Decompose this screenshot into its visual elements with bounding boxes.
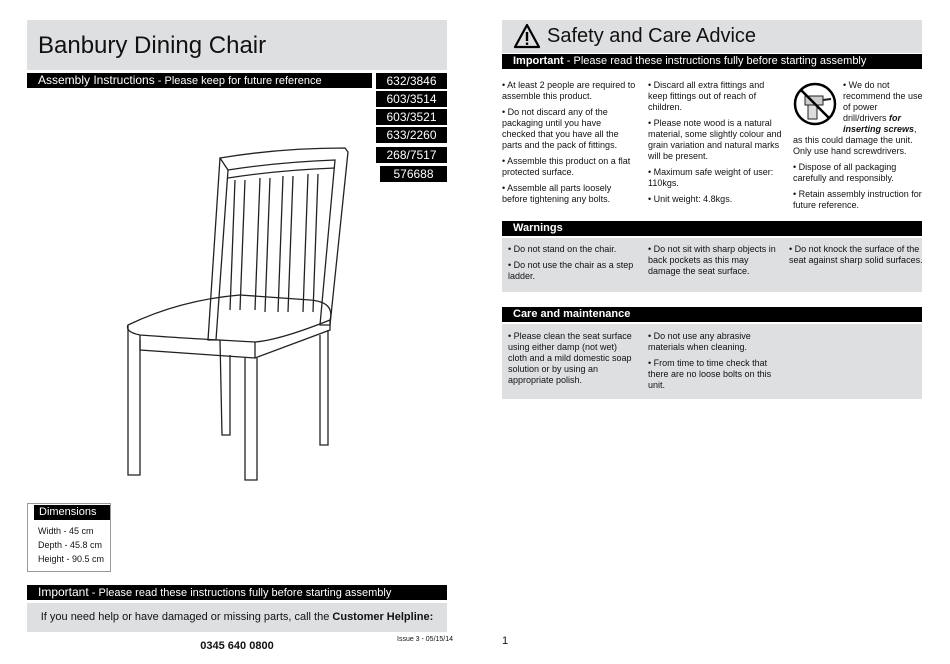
warnings-header: Warnings bbox=[502, 221, 922, 236]
product-code: 603/3514 bbox=[376, 91, 447, 107]
helpline-text: If you need help or have damaged or missing parts, call the bbox=[40, 611, 333, 623]
product-title: Banbury Dining Chair bbox=[27, 20, 447, 70]
care-item: • From time to time check that there are no loose bolts on this unit. bbox=[648, 358, 772, 390]
care-item: • Please clean the seat surface using either damp (not wet) cloth and a mild domestic soap solution or by using an appropriate polish. bbox=[508, 331, 632, 385]
dimensions-title: Dimensions bbox=[34, 505, 110, 520]
warning-item: • Do not use the chair as a step ladder. bbox=[508, 260, 634, 281]
helpline-label: Customer Helpline: bbox=[332, 611, 434, 623]
safety-item: • Do not discard any of the packaging until you have checked that you have all the parts and the pack of fittings. bbox=[502, 107, 619, 150]
important-bar-left bbox=[27, 585, 447, 600]
product-code: 576688 bbox=[380, 166, 447, 182]
important-text: - Please read these instructions fully before starting assembly bbox=[563, 55, 867, 67]
care-column bbox=[648, 331, 783, 396]
assembly-instructions-bar bbox=[27, 73, 372, 88]
safety-item: • Assemble this product on a flat protected surface. bbox=[502, 156, 631, 177]
drill-emphasis: for inserting screws bbox=[843, 113, 915, 134]
product-code: 268/7517 bbox=[376, 147, 447, 163]
important-label: Important bbox=[38, 585, 89, 599]
dimension-width: Width - 45 cm bbox=[38, 526, 94, 536]
issue-label: Issue 3 - 05/15/14 bbox=[397, 636, 454, 643]
warning-item: • Do not sit with sharp objects in back pockets as this may damage the seat surface. bbox=[648, 244, 776, 276]
warning-item: • Do not stand on the chair. bbox=[508, 244, 617, 254]
dimension-depth: Depth - 45.8 cm bbox=[38, 540, 103, 550]
drill-text-2: , as this could damage the unit. Only use hand screwdrivers. bbox=[793, 124, 917, 156]
product-code: 633/2260 bbox=[376, 127, 447, 143]
care-box bbox=[502, 324, 922, 399]
safety-column-2 bbox=[648, 80, 783, 210]
safety-item: • Unit weight: 4.8kgs. bbox=[648, 194, 733, 204]
chair-illustration bbox=[120, 140, 360, 485]
warning-icon bbox=[513, 23, 541, 49]
important-text: - Please read these instructions fully before starting assembly bbox=[88, 587, 392, 599]
safety-column-1 bbox=[502, 80, 637, 210]
dimensions-box bbox=[27, 503, 111, 572]
important-label: Important bbox=[513, 55, 564, 67]
safety-item: • At least 2 people are required to assemble this product. bbox=[502, 80, 636, 101]
warning-item: • Do not knock the surface of the seat against sharp solid surfaces. bbox=[789, 244, 923, 265]
warnings-column bbox=[508, 244, 643, 287]
assembly-subtext: - Please keep for future reference bbox=[154, 75, 322, 87]
warnings-box bbox=[502, 238, 922, 292]
safety-item: • Dispose of all packaging carefully and responsibly. bbox=[793, 162, 897, 183]
care-header: Care and maintenance bbox=[502, 307, 922, 322]
safety-item: • Discard all extra fittings and keep fittings out of reach of children. bbox=[648, 80, 765, 112]
safety-title: Safety and Care Advice bbox=[547, 25, 757, 47]
safety-item: • Retain assembly instruction for future reference. bbox=[793, 189, 922, 210]
care-column bbox=[508, 331, 638, 391]
dimension-height: Height - 90.5 cm bbox=[38, 554, 105, 564]
safety-title-box bbox=[502, 20, 922, 53]
no-power-drill-icon bbox=[793, 82, 837, 126]
warnings-column bbox=[789, 244, 924, 271]
product-code: 632/3846 bbox=[376, 73, 447, 89]
drill-text: • We do not recommend the use of power drill/drivers bbox=[843, 80, 923, 123]
important-bar-right bbox=[502, 54, 922, 69]
assembly-label: Assembly Instructions bbox=[38, 73, 155, 87]
safety-item: • Assemble all parts loosely before tightening any bolts. bbox=[502, 183, 612, 204]
page-number: 1 bbox=[502, 635, 509, 647]
helpline-number: 0345 640 0800 bbox=[200, 640, 274, 652]
warnings-column bbox=[648, 244, 783, 282]
safety-item: • Maximum safe weight of user: 110kgs. bbox=[648, 167, 774, 188]
safety-column-3 bbox=[793, 80, 923, 216]
product-code: 603/3521 bbox=[376, 109, 447, 125]
safety-item: • Please note wood is a natural material, some slightly colour and grain variation and natural marks will be present. bbox=[648, 118, 782, 161]
care-item: • Do not use any abrasive materials when cleaning. bbox=[648, 331, 751, 352]
